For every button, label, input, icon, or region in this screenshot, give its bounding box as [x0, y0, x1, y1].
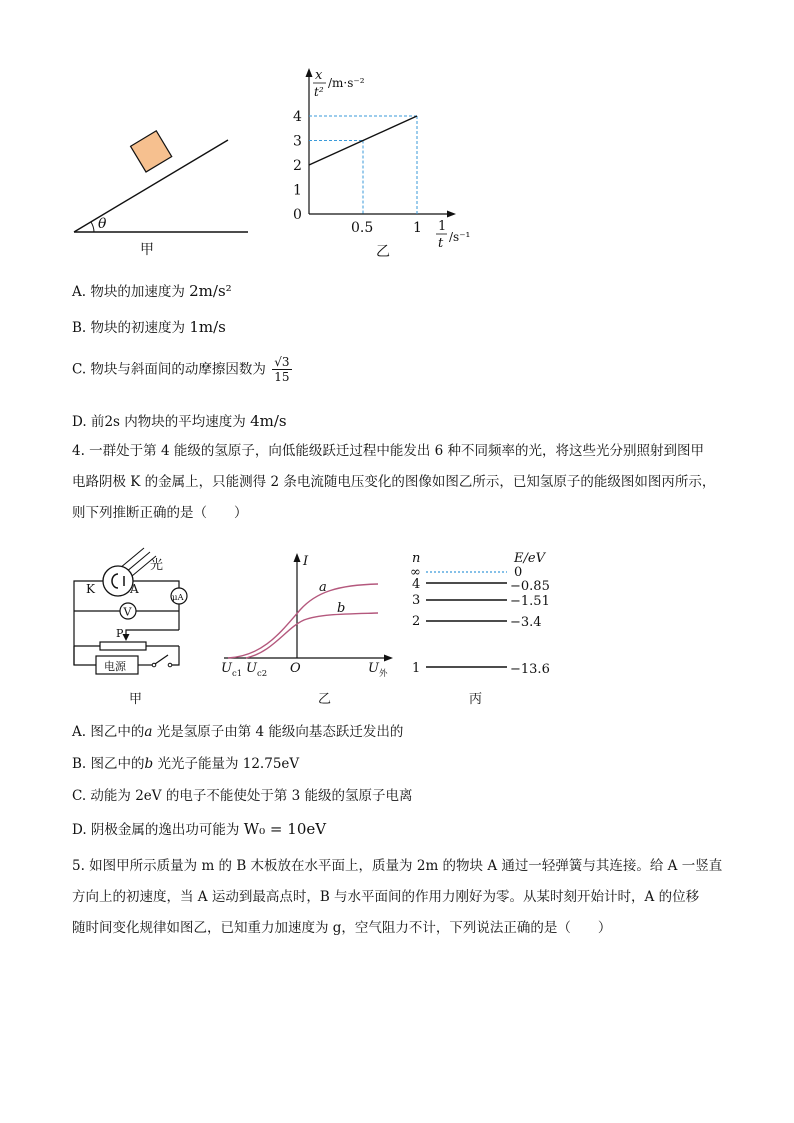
q4-option-a	[72, 723, 403, 741]
uc1-label: $U_{c1}$	[221, 661, 243, 679]
y-tick-label-4: 4	[293, 109, 302, 125]
level-n-header: n	[412, 551, 421, 566]
q4-option-a-var: a	[144, 724, 153, 740]
q4-option-c-text: C. 动能为 2eV 的电子不能使处于第 3 能级的氢原子电离	[72, 788, 413, 804]
photoelectric-circuit	[66, 545, 206, 710]
q3-option-c-fraction	[272, 355, 291, 384]
y-axis-arrow-icon	[306, 68, 313, 77]
q3-option-d-time: 2s	[104, 414, 120, 430]
levels-caption: 丙	[469, 692, 483, 707]
iv-x-label: $U_外$	[368, 661, 388, 679]
y-tick-label-1: 1	[293, 182, 302, 199]
q3-option-a-value: 2m/s²	[189, 282, 232, 300]
rheostat-slider-wire	[126, 630, 179, 636]
q3-option-d-value: 4m/s	[250, 412, 287, 430]
graph-caption: 乙	[376, 244, 390, 260]
curve-b-label: b	[337, 601, 346, 616]
sliding-block	[131, 131, 172, 172]
iv-y-axis-arrow-icon	[294, 553, 301, 562]
q3-option-b	[72, 318, 226, 337]
q4-option-d-pre: D. 阴极金属的逸出功可能为	[72, 822, 240, 838]
q3-option-b-value: 1m/s	[189, 318, 226, 336]
q3-option-b-text: B. 物块的初速度为	[72, 320, 186, 336]
q4-stem-line-2: 电路阴极 K 的金属上，只能测得 2 条电流随电压变化的图像如图乙所示，已知氢原子的能级图如图丙所示，	[72, 474, 716, 490]
q4-option-b-pre: B. 图乙中的	[72, 756, 145, 772]
cathode-k-label: K	[86, 582, 95, 596]
iv-caption: 乙	[318, 692, 332, 707]
circuit-caption: 甲	[129, 692, 143, 707]
q4-option-d-value: W₀ = 10eV	[243, 820, 327, 838]
q4-option-d	[72, 820, 326, 839]
q3-option-c	[72, 354, 292, 385]
incline-caption: 甲	[140, 242, 154, 258]
x-tick-label-0.5: 0.5	[351, 220, 374, 236]
q3-option-c-numerator: √3	[274, 355, 290, 369]
incline-figure	[60, 130, 260, 260]
x-tick-label-1: 1	[413, 220, 422, 236]
q5-stem	[72, 851, 732, 944]
microammeter-label: μA	[172, 593, 184, 603]
q5-stem-line-1: 5. 如图甲所示质量为 m 的 B 木板放在水平面上，质量为 2m 的物块 A 通过一轻弹簧与其连接。给 A 一竖直	[72, 858, 723, 874]
q3-option-c-text: C. 物块与斜面间的动摩擦因数为	[72, 361, 266, 378]
y-axis-label-den: t²	[314, 85, 324, 99]
level-3-n: 3	[412, 593, 421, 608]
x-over-t2-graph	[280, 62, 480, 262]
y-tick-label-0: 0	[293, 207, 302, 223]
curve-a-label: a	[319, 580, 327, 595]
energy-level-diagram	[404, 548, 564, 710]
q4-stem-line-3: 则下列推断正确的是（ ）	[72, 505, 248, 521]
angle-arc	[91, 222, 94, 232]
level-inf-n: ∞	[410, 565, 421, 580]
level-2-e: −3.4	[510, 615, 542, 630]
iv-x-axis-arrow-icon	[384, 655, 393, 662]
q3-option-a	[72, 282, 232, 301]
voltmeter-label: V	[123, 605, 132, 619]
q4-option-b-var: b	[144, 756, 154, 772]
x-axis-unit: /s⁻¹	[449, 230, 471, 244]
q3-option-c-denominator: 15	[274, 370, 290, 384]
q4-option-a-pre: A. 图乙中的	[72, 724, 145, 740]
curve-b	[246, 613, 378, 658]
q4-option-b-post: 光光子能量为 12.75eV	[153, 756, 300, 772]
anode-a-label: A	[130, 582, 139, 596]
iv-y-label: I	[303, 554, 309, 569]
switch-wire-right	[172, 646, 179, 665]
power-source-label: 电源	[104, 660, 126, 673]
slider-arrow-icon	[123, 634, 130, 641]
q4-option-b	[72, 755, 299, 773]
level-3-e: −1.51	[510, 594, 550, 609]
x-axis-label-num: 1	[438, 219, 447, 234]
switch-contact-right	[168, 663, 172, 667]
y-tick-label-2: 2	[293, 158, 302, 174]
level-e-header: E/eV	[514, 551, 545, 566]
light-label: 光	[150, 558, 164, 573]
q5-stem-line-2: 方向上的初速度，当 A 运动到最高点时，B 与水平面间的作用力刚好为零。从某时刻开始计时，A 的位移	[72, 889, 700, 905]
q3-option-d-text-rest: 内物块的平均速度为	[119, 414, 246, 430]
phototube	[103, 566, 133, 596]
level-inf-e: 0	[514, 565, 523, 580]
x-axis-arrow-icon	[447, 211, 456, 218]
level-4-n: 4	[412, 577, 421, 592]
iv-origin-label: O	[290, 661, 301, 676]
y-axis-label-num: x	[315, 68, 323, 83]
q4-option-a-post: 光是氢原子由第 4 能级向基态跃迁发出的	[152, 724, 404, 740]
q3-option-d	[72, 412, 287, 431]
q4-option-c	[72, 787, 413, 805]
rheostat	[100, 642, 146, 650]
level-1-e: −13.6	[510, 662, 550, 677]
slider-p-label: P	[116, 627, 124, 640]
light-ray-2	[126, 552, 150, 572]
q3-option-a-text: A. 物块的加速度为	[72, 284, 185, 300]
wire-top-right	[133, 581, 179, 588]
source-wire	[74, 646, 96, 665]
q5-stem-line-3: 随时间变化规律如图乙，已知重力加速度为 g，空气阻力不计，下列说法正确的是（ ）	[72, 920, 612, 936]
switch-lever	[155, 655, 168, 664]
level-2-n: 2	[412, 614, 421, 629]
y-tick-label-3: 3	[293, 133, 302, 150]
x-axis-label-den: t	[438, 236, 444, 251]
current-voltage-graph	[218, 548, 400, 710]
uc2-label: $U_{c2}$	[246, 661, 268, 679]
q4-stem-line-1: 4. 一群处于第 4 能级的氢原子，向低能级跃迁过程中能发出 6 种不同频率的光，将这些光分别照射到图甲	[72, 443, 705, 459]
level-1-n: 1	[412, 661, 421, 676]
level-4-e: −0.85	[510, 579, 550, 594]
q3-option-d-text: D. 前	[72, 414, 105, 430]
light-ray-1	[120, 548, 144, 568]
angle-theta-label: θ	[98, 216, 107, 232]
q4-stem	[72, 436, 732, 529]
y-axis-unit: /m·s⁻²	[328, 76, 365, 90]
